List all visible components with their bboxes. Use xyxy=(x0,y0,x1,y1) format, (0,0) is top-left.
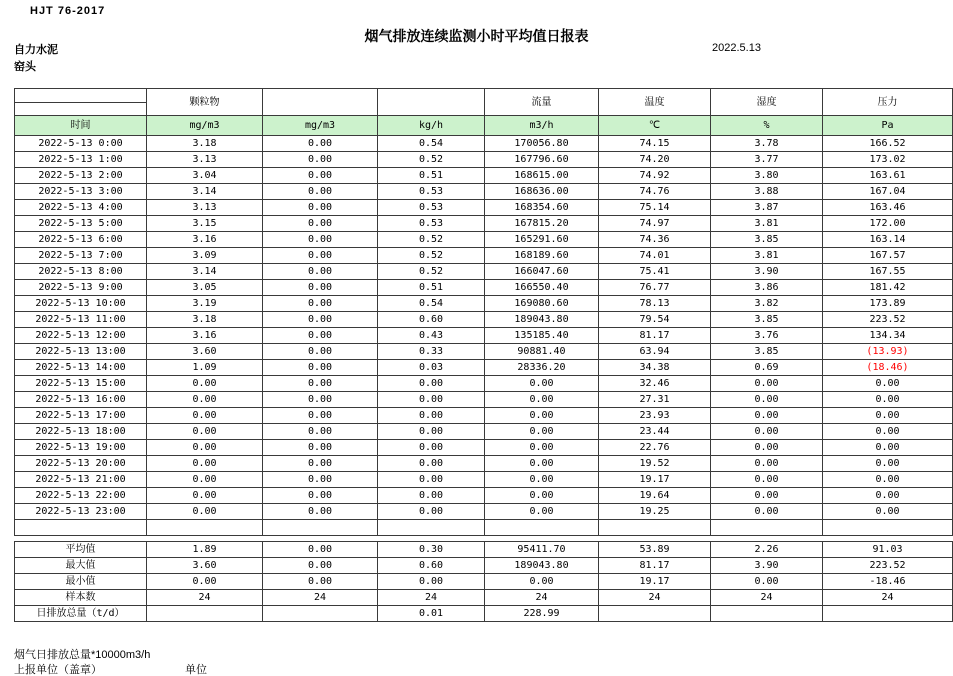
summary-label-cell: 最大值 xyxy=(15,558,147,574)
value-cell: 0.00 xyxy=(263,504,378,520)
value-cell: 3.14 xyxy=(147,264,263,280)
table-row xyxy=(15,312,953,328)
unit-cell: ℃ xyxy=(599,116,711,136)
value-cell: 166550.40 xyxy=(485,280,599,296)
value-cell: 0.00 xyxy=(378,440,485,456)
value-cell: 167.04 xyxy=(823,184,953,200)
value-cell: 3.60 xyxy=(147,558,263,574)
value-cell: 0.00 xyxy=(147,488,263,504)
value-cell: 3.04 xyxy=(147,168,263,184)
value-cell xyxy=(599,606,711,622)
value-cell: 3.85 xyxy=(711,312,823,328)
standard-code: HJT 76-2017 xyxy=(30,5,106,17)
value-cell: 74.15 xyxy=(599,136,711,152)
value-cell: 3.78 xyxy=(711,136,823,152)
value-cell: 0.00 xyxy=(711,424,823,440)
value-cell: 91.03 xyxy=(823,542,953,558)
value-cell: 165291.60 xyxy=(485,232,599,248)
value-cell: 166.52 xyxy=(823,136,953,152)
value-cell: 0.00 xyxy=(147,574,263,590)
summary-row xyxy=(15,606,953,622)
value-cell: 0.00 xyxy=(263,542,378,558)
value-cell: 0.00 xyxy=(485,488,599,504)
time-cell: 2022-5-13 21:00 xyxy=(15,472,147,488)
value-cell: 81.17 xyxy=(599,328,711,344)
value-cell: 0.52 xyxy=(378,232,485,248)
value-cell: 0.00 xyxy=(263,392,378,408)
header-blank-cell xyxy=(15,103,147,116)
value-cell: 0.00 xyxy=(147,424,263,440)
value-cell: 0.00 xyxy=(263,232,378,248)
value-cell: 181.42 xyxy=(823,280,953,296)
report-date: 2022.5.13 xyxy=(712,42,761,54)
value-cell: 3.76 xyxy=(711,328,823,344)
value-cell: 3.19 xyxy=(147,296,263,312)
header-row-top xyxy=(15,89,953,103)
value-cell: 24 xyxy=(823,590,953,606)
time-cell: 2022-5-13 1:00 xyxy=(15,152,147,168)
value-cell: 3.88 xyxy=(711,184,823,200)
value-cell: 0.00 xyxy=(263,408,378,424)
value-cell: 0.00 xyxy=(823,376,953,392)
value-cell: 0.01 xyxy=(378,606,485,622)
summary-label-cell: 样本数 xyxy=(15,590,147,606)
value-cell: 34.38 xyxy=(599,360,711,376)
value-cell: 3.81 xyxy=(711,248,823,264)
unit-cell: m3/h xyxy=(485,116,599,136)
value-cell: 135185.40 xyxy=(485,328,599,344)
summary-label-cell: 最小值 xyxy=(15,574,147,590)
value-cell: 74.01 xyxy=(599,248,711,264)
value-cell: 3.81 xyxy=(711,216,823,232)
value-cell: 0.00 xyxy=(823,504,953,520)
value-cell: 0.53 xyxy=(378,184,485,200)
value-cell: 0.00 xyxy=(711,376,823,392)
value-cell: 0.00 xyxy=(485,472,599,488)
value-cell: 0.00 xyxy=(263,152,378,168)
table-row xyxy=(15,136,953,152)
value-cell: 0.00 xyxy=(378,488,485,504)
value-cell: 0.00 xyxy=(485,456,599,472)
table-row xyxy=(15,456,953,472)
value-cell: (13.93) xyxy=(823,344,953,360)
value-cell: 1.89 xyxy=(147,542,263,558)
table-row xyxy=(15,296,953,312)
value-cell: 0.00 xyxy=(823,472,953,488)
value-cell: 19.17 xyxy=(599,574,711,590)
value-cell: 189043.80 xyxy=(485,312,599,328)
value-cell: 0.00 xyxy=(263,136,378,152)
value-cell: 81.17 xyxy=(599,558,711,574)
time-cell: 2022-5-13 12:00 xyxy=(15,328,147,344)
value-cell: 0.00 xyxy=(485,392,599,408)
value-cell: 0.00 xyxy=(485,440,599,456)
humidity-header: 湿度 xyxy=(711,89,823,116)
value-cell: 0.00 xyxy=(378,456,485,472)
value-cell: 0.00 xyxy=(263,360,378,376)
header-blank-cell xyxy=(15,89,147,103)
value-cell xyxy=(823,606,953,622)
table-row xyxy=(15,360,953,376)
value-cell: 3.60 xyxy=(147,344,263,360)
value-cell: 0.69 xyxy=(711,360,823,376)
value-cell: 3.80 xyxy=(711,168,823,184)
unit-cell: kg/h xyxy=(378,116,485,136)
value-cell: 0.00 xyxy=(263,472,378,488)
time-cell: 2022-5-13 3:00 xyxy=(15,184,147,200)
value-cell: 167796.60 xyxy=(485,152,599,168)
value-cell: 0.00 xyxy=(263,574,378,590)
value-cell: 0.00 xyxy=(147,440,263,456)
value-cell: 3.16 xyxy=(147,328,263,344)
value-cell: 0.54 xyxy=(378,136,485,152)
value-cell: 24 xyxy=(147,590,263,606)
value-cell: 27.31 xyxy=(599,392,711,408)
value-cell: 78.13 xyxy=(599,296,711,312)
value-cell: 2.26 xyxy=(711,542,823,558)
value-cell: 0.00 xyxy=(711,456,823,472)
table-row xyxy=(15,248,953,264)
time-cell: 2022-5-13 9:00 xyxy=(15,280,147,296)
value-cell: 75.14 xyxy=(599,200,711,216)
value-cell: 167.55 xyxy=(823,264,953,280)
value-cell: 74.36 xyxy=(599,232,711,248)
value-cell: 3.90 xyxy=(711,558,823,574)
value-cell: 0.30 xyxy=(378,542,485,558)
time-cell: 2022-5-13 23:00 xyxy=(15,504,147,520)
value-cell: 3.82 xyxy=(711,296,823,312)
value-cell: 74.92 xyxy=(599,168,711,184)
time-cell: 2022-5-13 0:00 xyxy=(15,136,147,152)
value-cell: 228.99 xyxy=(485,606,599,622)
value-cell: 168615.00 xyxy=(485,168,599,184)
value-cell: (18.46) xyxy=(823,360,953,376)
value-cell: 0.00 xyxy=(147,472,263,488)
value-cell: 0.00 xyxy=(263,296,378,312)
value-cell: 19.64 xyxy=(599,488,711,504)
value-cell: 0.00 xyxy=(378,472,485,488)
value-cell: 0.00 xyxy=(263,280,378,296)
summary-rows xyxy=(15,542,953,622)
value-cell: 168354.60 xyxy=(485,200,599,216)
time-cell: 2022-5-13 2:00 xyxy=(15,168,147,184)
value-cell: -18.46 xyxy=(823,574,953,590)
value-cell: 0.52 xyxy=(378,264,485,280)
value-cell: 0.00 xyxy=(823,440,953,456)
value-cell: 3.85 xyxy=(711,232,823,248)
total-emission-note: 烟气日排放总量*10000m3/h xyxy=(14,649,151,661)
value-cell: 19.52 xyxy=(599,456,711,472)
time-cell: 2022-5-13 11:00 xyxy=(15,312,147,328)
value-cell: 168189.60 xyxy=(485,248,599,264)
blank-row xyxy=(15,520,953,536)
value-cell: 0.52 xyxy=(378,152,485,168)
monitor-point: 窑头 xyxy=(14,61,36,73)
value-cell: 0.00 xyxy=(711,488,823,504)
value-cell: 0.00 xyxy=(485,408,599,424)
flow-header: 流量 xyxy=(485,89,599,116)
value-cell: 0.00 xyxy=(263,456,378,472)
value-cell: 0.00 xyxy=(711,504,823,520)
value-cell: 0.00 xyxy=(263,424,378,440)
summary-label-cell: 日排放总量（t/d） xyxy=(15,606,147,622)
value-cell: 0.00 xyxy=(711,472,823,488)
value-cell: 0.00 xyxy=(263,168,378,184)
pollutant-header xyxy=(378,89,485,116)
value-cell: 0.60 xyxy=(378,558,485,574)
value-cell: 0.00 xyxy=(263,488,378,504)
reporting-unit-label: 上报单位（盖章） xyxy=(14,664,102,676)
value-cell: 1.09 xyxy=(147,360,263,376)
time-cell: 2022-5-13 4:00 xyxy=(15,200,147,216)
value-cell: 0.00 xyxy=(711,440,823,456)
value-cell: 24 xyxy=(378,590,485,606)
value-cell: 170056.80 xyxy=(485,136,599,152)
time-cell: 2022-5-13 22:00 xyxy=(15,488,147,504)
table-row xyxy=(15,408,953,424)
value-cell: 167.57 xyxy=(823,248,953,264)
value-cell: 166047.60 xyxy=(485,264,599,280)
table-row xyxy=(15,264,953,280)
value-cell: 223.52 xyxy=(823,312,953,328)
unit-cell: mg/m3 xyxy=(263,116,378,136)
value-cell: 134.34 xyxy=(823,328,953,344)
value-cell: 0.00 xyxy=(263,216,378,232)
value-cell: 0.00 xyxy=(378,504,485,520)
summary-row xyxy=(15,558,953,574)
value-cell: 24 xyxy=(263,590,378,606)
value-cell: 3.87 xyxy=(711,200,823,216)
table-row xyxy=(15,152,953,168)
table-row xyxy=(15,232,953,248)
value-cell: 0.00 xyxy=(485,424,599,440)
hour-rows xyxy=(15,136,953,520)
value-cell: 163.61 xyxy=(823,168,953,184)
value-cell: 24 xyxy=(599,590,711,606)
value-cell: 63.94 xyxy=(599,344,711,360)
summary-table xyxy=(14,541,953,622)
pollutant-header xyxy=(263,89,378,116)
value-cell: 169080.60 xyxy=(485,296,599,312)
unit-label: 单位 xyxy=(185,664,207,676)
value-cell: 3.13 xyxy=(147,152,263,168)
pressure-header: 压力 xyxy=(823,89,953,116)
value-cell: 0.03 xyxy=(378,360,485,376)
value-cell: 3.16 xyxy=(147,232,263,248)
report-table-area xyxy=(14,88,953,622)
value-cell: 0.00 xyxy=(823,408,953,424)
value-cell: 0.00 xyxy=(378,574,485,590)
value-cell xyxy=(711,606,823,622)
hourly-table xyxy=(14,88,953,536)
value-cell: 3.14 xyxy=(147,184,263,200)
value-cell: 53.89 xyxy=(599,542,711,558)
value-cell: 24 xyxy=(485,590,599,606)
value-cell: 0.43 xyxy=(378,328,485,344)
time-cell: 2022-5-13 20:00 xyxy=(15,456,147,472)
value-cell: 0.00 xyxy=(823,456,953,472)
value-cell: 168636.00 xyxy=(485,184,599,200)
value-cell: 3.86 xyxy=(711,280,823,296)
value-cell: 3.13 xyxy=(147,200,263,216)
value-cell: 95411.70 xyxy=(485,542,599,558)
table-row xyxy=(15,488,953,504)
time-cell: 2022-5-13 8:00 xyxy=(15,264,147,280)
value-cell: 0.00 xyxy=(263,440,378,456)
value-cell: 3.90 xyxy=(711,264,823,280)
page-title: 烟气排放连续监测小时平均值日报表 xyxy=(364,28,589,44)
time-column-header: 时间 xyxy=(15,116,147,136)
unit-row xyxy=(15,116,953,136)
time-cell: 2022-5-13 5:00 xyxy=(15,216,147,232)
value-cell: 3.77 xyxy=(711,152,823,168)
time-cell: 2022-5-13 14:00 xyxy=(15,360,147,376)
value-cell: 173.02 xyxy=(823,152,953,168)
time-cell: 2022-5-13 15:00 xyxy=(15,376,147,392)
value-cell: 79.54 xyxy=(599,312,711,328)
value-cell: 74.97 xyxy=(599,216,711,232)
value-cell: 0.00 xyxy=(823,488,953,504)
value-cell: 0.33 xyxy=(378,344,485,360)
value-cell: 0.00 xyxy=(823,392,953,408)
table-row xyxy=(15,184,953,200)
value-cell: 23.93 xyxy=(599,408,711,424)
value-cell: 0.52 xyxy=(378,248,485,264)
value-cell: 22.76 xyxy=(599,440,711,456)
value-cell: 0.00 xyxy=(378,408,485,424)
value-cell: 0.51 xyxy=(378,280,485,296)
value-cell: 0.00 xyxy=(823,424,953,440)
summary-row xyxy=(15,574,953,590)
table-row xyxy=(15,504,953,520)
value-cell: 75.41 xyxy=(599,264,711,280)
value-cell: 167815.20 xyxy=(485,216,599,232)
summary-row xyxy=(15,542,953,558)
table-row xyxy=(15,376,953,392)
time-cell: 2022-5-13 13:00 xyxy=(15,344,147,360)
value-cell: 0.00 xyxy=(263,200,378,216)
value-cell: 19.17 xyxy=(599,472,711,488)
unit-cell: mg/m3 xyxy=(147,116,263,136)
table-row xyxy=(15,424,953,440)
value-cell: 223.52 xyxy=(823,558,953,574)
value-cell: 0.51 xyxy=(378,168,485,184)
value-cell xyxy=(263,606,378,622)
unit-cell: Pa xyxy=(823,116,953,136)
value-cell: 32.46 xyxy=(599,376,711,392)
value-cell: 0.60 xyxy=(378,312,485,328)
unit-cell: % xyxy=(711,116,823,136)
value-cell: 0.00 xyxy=(263,344,378,360)
table-row xyxy=(15,392,953,408)
value-cell: 0.00 xyxy=(147,456,263,472)
company-name: 自力水泥 xyxy=(14,44,58,56)
value-cell: 0.00 xyxy=(263,558,378,574)
value-cell xyxy=(147,606,263,622)
time-cell: 2022-5-13 16:00 xyxy=(15,392,147,408)
value-cell: 3.05 xyxy=(147,280,263,296)
value-cell: 173.89 xyxy=(823,296,953,312)
table-row xyxy=(15,280,953,296)
value-cell: 189043.80 xyxy=(485,558,599,574)
value-cell: 0.00 xyxy=(485,504,599,520)
value-cell: 0.00 xyxy=(263,248,378,264)
value-cell: 0.00 xyxy=(263,312,378,328)
summary-row xyxy=(15,590,953,606)
value-cell: 28336.20 xyxy=(485,360,599,376)
value-cell: 0.53 xyxy=(378,200,485,216)
value-cell: 0.00 xyxy=(147,504,263,520)
value-cell: 172.00 xyxy=(823,216,953,232)
table-row xyxy=(15,328,953,344)
value-cell: 74.76 xyxy=(599,184,711,200)
value-cell: 0.00 xyxy=(147,376,263,392)
value-cell: 0.00 xyxy=(263,184,378,200)
table-row xyxy=(15,472,953,488)
time-cell: 2022-5-13 6:00 xyxy=(15,232,147,248)
value-cell: 0.00 xyxy=(711,574,823,590)
value-cell: 23.44 xyxy=(599,424,711,440)
value-cell: 24 xyxy=(711,590,823,606)
value-cell: 19.25 xyxy=(599,504,711,520)
value-cell: 0.53 xyxy=(378,216,485,232)
time-cell: 2022-5-13 7:00 xyxy=(15,248,147,264)
value-cell: 3.09 xyxy=(147,248,263,264)
value-cell: 0.54 xyxy=(378,296,485,312)
table-row xyxy=(15,216,953,232)
value-cell: 3.18 xyxy=(147,312,263,328)
value-cell: 0.00 xyxy=(485,376,599,392)
value-cell: 76.77 xyxy=(599,280,711,296)
table-row xyxy=(15,344,953,360)
value-cell: 74.20 xyxy=(599,152,711,168)
table-row xyxy=(15,440,953,456)
temperature-header: 温度 xyxy=(599,89,711,116)
value-cell: 0.00 xyxy=(263,376,378,392)
time-cell: 2022-5-13 19:00 xyxy=(15,440,147,456)
summary-label-cell: 平均值 xyxy=(15,542,147,558)
value-cell: 0.00 xyxy=(711,392,823,408)
time-cell: 2022-5-13 18:00 xyxy=(15,424,147,440)
value-cell: 0.00 xyxy=(485,574,599,590)
value-cell: 0.00 xyxy=(378,376,485,392)
value-cell: 0.00 xyxy=(263,264,378,280)
value-cell: 3.18 xyxy=(147,136,263,152)
value-cell: 0.00 xyxy=(147,408,263,424)
value-cell: 90881.40 xyxy=(485,344,599,360)
value-cell: 3.85 xyxy=(711,344,823,360)
value-cell: 0.00 xyxy=(147,392,263,408)
table-row xyxy=(15,200,953,216)
pollutant-header: 颗粒物 xyxy=(147,89,263,116)
value-cell: 3.15 xyxy=(147,216,263,232)
value-cell: 0.00 xyxy=(378,424,485,440)
table-row xyxy=(15,168,953,184)
value-cell: 0.00 xyxy=(711,408,823,424)
value-cell: 0.00 xyxy=(263,328,378,344)
time-cell: 2022-5-13 17:00 xyxy=(15,408,147,424)
time-cell: 2022-5-13 10:00 xyxy=(15,296,147,312)
value-cell: 0.00 xyxy=(378,392,485,408)
value-cell: 163.46 xyxy=(823,200,953,216)
value-cell: 163.14 xyxy=(823,232,953,248)
